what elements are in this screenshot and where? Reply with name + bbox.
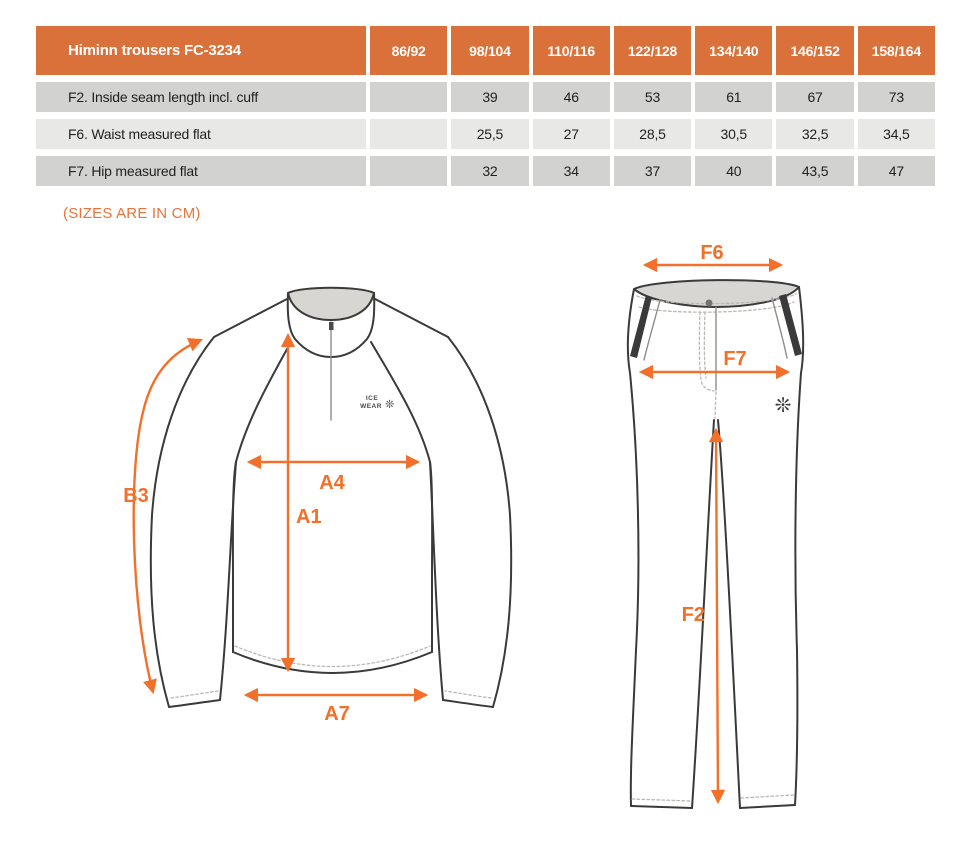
table-cell: 37 [614,156,691,186]
table-cell: 73 [858,82,935,112]
sweater-left-cuff-stitch [171,691,218,698]
table-cell: 30,5 [695,119,772,149]
size-header: 86/92 [370,26,447,75]
trousers-right-hem [740,805,795,808]
table-title: Himinn trousers FC-3234 [36,26,366,75]
brand-logo-sweater [360,395,394,411]
trousers-arrows [641,242,788,802]
sweater-left-shoulder [214,299,287,337]
label-a1: A1 [296,506,322,528]
size-header: 134/140 [695,26,772,75]
table-cell: 67 [776,82,853,112]
sweater-hem [233,652,432,673]
sweater-collar-opening [288,288,374,320]
table-cell: 43,5 [776,156,853,186]
label-f6: F6 [700,242,724,264]
label-a7: A7 [324,703,350,725]
table-cell: 40 [695,156,772,186]
size-header: 146/152 [776,26,853,75]
sweater-right-sleeve-outer [448,337,511,707]
trousers-right-hem-stitch [741,795,794,798]
label-f7: F7 [723,348,747,370]
sweater-left-sleeve-outer [151,337,214,707]
sweater-right-side-seam [430,462,432,652]
fly-stitch-left [699,312,714,391]
row-label: F2. Inside seam length incl. cuff [36,82,366,112]
table-cell: 34,5 [858,119,935,149]
table-cell: 28,5 [614,119,691,149]
table-cell: 47 [858,156,935,186]
table-cell: 53 [614,82,691,112]
table-cell: 32,5 [776,119,853,149]
sweater-zipper-pull [329,322,334,330]
sweater-left-side-seam [233,462,236,652]
table-cell: 25,5 [451,119,528,149]
table-cell: 34 [533,156,610,186]
row-label: F6. Waist measured flat [36,119,366,149]
size-header: 110/116 [533,26,610,75]
size-header: 158/164 [858,26,935,75]
brand-line2: WEAR [360,403,382,410]
label-b3: B3 [123,485,149,507]
arrow-f2 [716,430,718,802]
table-cell: 32 [451,156,528,186]
row-label: F7. Hip measured flat [36,156,366,186]
trousers-right-outer [795,287,803,805]
sizes-note: (SIZES ARE IN CM) [63,205,201,222]
sweater-right-cuff [443,700,493,707]
table-cell: 39 [451,82,528,112]
brand-snowflake-trousers-icon: ❊ [774,393,792,417]
size-header: 122/128 [614,26,691,75]
waist-button [706,300,713,307]
trousers-left-hem-stitch [632,799,691,801]
sweater-right-raglan-seam [371,342,430,462]
table-cell: 27 [533,119,610,149]
sweater-left-raglan-seam [236,342,291,462]
center-front-stitch [715,392,716,418]
left-pocket [630,295,652,358]
brand-snowflake-icon: ❊ [385,398,395,411]
table-cell: 46 [533,82,610,112]
trousers-left-hem [631,806,692,808]
trousers-right-inner [718,420,740,808]
size-header: 98/104 [451,26,528,75]
sweater-right-shoulder [375,299,448,337]
brand-line1: ICE [365,395,379,402]
fly-stitch-right [704,312,706,378]
table-cell: 61 [695,82,772,112]
sweater-left-cuff [169,700,220,707]
label-f2: F2 [681,604,705,626]
trousers-left-outer [628,289,639,806]
sweater-right-cuff-stitch [445,691,491,698]
label-a4: A4 [319,472,345,494]
sweater-outline [151,288,511,707]
arrow-b3 [134,340,201,692]
